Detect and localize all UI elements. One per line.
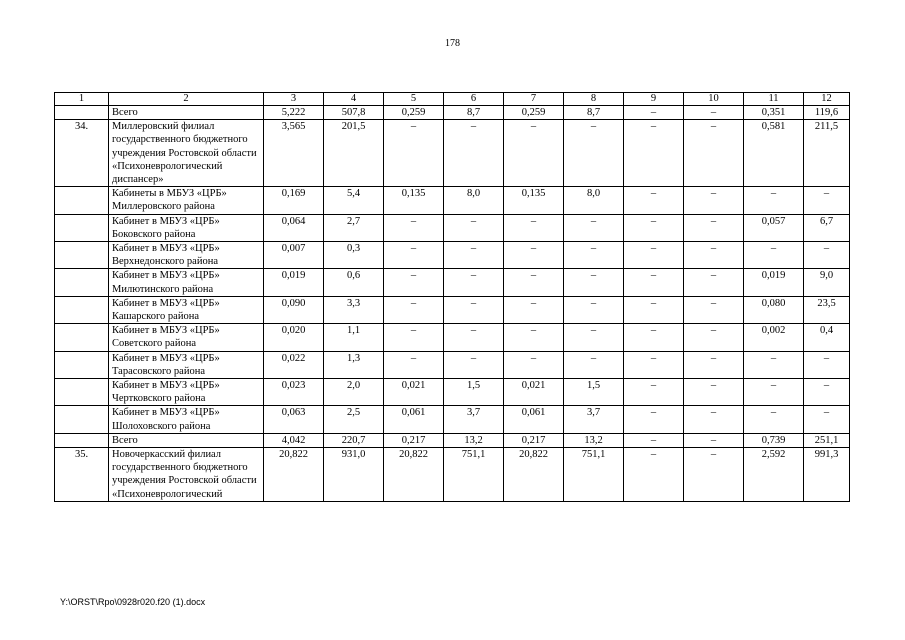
value-cell: –	[804, 379, 850, 406]
value-cell: –	[624, 433, 684, 447]
value-cell: 0,259	[504, 106, 564, 120]
name-cell: Кабинет в МБУЗ «ЦРБ» Чертковского района	[109, 379, 264, 406]
value-cell: –	[804, 187, 850, 214]
value-cell: –	[684, 242, 744, 269]
value-cell: –	[564, 214, 624, 241]
value-cell: –	[624, 324, 684, 351]
table-row	[55, 296, 850, 323]
row-number-cell: 35.	[55, 448, 109, 502]
value-cell: –	[624, 351, 684, 378]
value-cell: –	[684, 187, 744, 214]
value-cell: –	[504, 351, 564, 378]
value-cell: 4,042	[264, 433, 324, 447]
table-row	[55, 187, 850, 214]
value-cell: –	[744, 406, 804, 433]
value-cell: 991,3	[804, 448, 850, 502]
value-cell: 0,135	[504, 187, 564, 214]
value-cell: 1,3	[324, 351, 384, 378]
value-cell: –	[624, 242, 684, 269]
value-cell: –	[684, 379, 744, 406]
value-cell: 5,4	[324, 187, 384, 214]
value-cell: –	[684, 214, 744, 241]
value-cell: 0,351	[744, 106, 804, 120]
value-cell: 3,3	[324, 296, 384, 323]
value-cell: –	[564, 296, 624, 323]
name-cell: Всего	[109, 433, 264, 447]
value-cell: –	[684, 448, 744, 502]
value-cell: 8,7	[444, 106, 504, 120]
value-cell: 0,023	[264, 379, 324, 406]
row-number-cell	[55, 296, 109, 323]
value-cell: –	[804, 351, 850, 378]
name-cell: Кабинет в МБУЗ «ЦРБ» Милютинского района	[109, 269, 264, 296]
name-cell: Новочеркасский филиал государственного бюджетного учреждения Ростовской области «Психоневрологический	[109, 448, 264, 502]
column-header: 4	[324, 93, 384, 106]
value-cell: 3,565	[264, 120, 324, 187]
table-row	[55, 106, 850, 120]
value-cell: 1,5	[564, 379, 624, 406]
value-cell: –	[444, 214, 504, 241]
value-cell: –	[684, 324, 744, 351]
name-cell: Миллеровский филиал государственного бюджетного учреждения Ростовской области «Психоневрологический диспансер»	[109, 120, 264, 187]
table-row	[55, 351, 850, 378]
name-cell: Кабинет в МБУЗ «ЦРБ» Тарасовского района	[109, 351, 264, 378]
name-cell: Кабинет в МБУЗ «ЦРБ» Шолоховского района	[109, 406, 264, 433]
value-cell: –	[624, 379, 684, 406]
name-cell: Кабинет в МБУЗ «ЦРБ» Советского района	[109, 324, 264, 351]
value-cell: –	[624, 120, 684, 187]
value-cell: 0,217	[384, 433, 444, 447]
value-cell: –	[444, 324, 504, 351]
value-cell: 0,3	[324, 242, 384, 269]
value-cell: –	[804, 406, 850, 433]
value-cell: 0,002	[744, 324, 804, 351]
row-number-cell	[55, 324, 109, 351]
value-cell: 201,5	[324, 120, 384, 187]
value-cell: –	[624, 214, 684, 241]
value-cell: 0,061	[384, 406, 444, 433]
column-header: 6	[444, 93, 504, 106]
value-cell: 23,5	[804, 296, 850, 323]
value-cell: 0,019	[744, 269, 804, 296]
column-header: 9	[624, 93, 684, 106]
value-cell: –	[444, 296, 504, 323]
value-cell: 0,217	[504, 433, 564, 447]
value-cell: 0,021	[384, 379, 444, 406]
column-header: 3	[264, 93, 324, 106]
row-number-cell	[55, 214, 109, 241]
header-row	[55, 93, 850, 106]
value-cell: –	[444, 242, 504, 269]
value-cell: 3,7	[444, 406, 504, 433]
value-cell: –	[564, 242, 624, 269]
value-cell: –	[744, 379, 804, 406]
value-cell: 8,7	[564, 106, 624, 120]
value-cell: 0,022	[264, 351, 324, 378]
value-cell: –	[384, 269, 444, 296]
value-cell: –	[684, 296, 744, 323]
value-cell: 2,5	[324, 406, 384, 433]
value-cell: –	[384, 120, 444, 187]
table-row	[55, 324, 850, 351]
value-cell: 751,1	[444, 448, 504, 502]
table-row	[55, 448, 850, 502]
name-cell: Кабинет в МБУЗ «ЦРБ» Боковского района	[109, 214, 264, 241]
table-row	[55, 214, 850, 241]
value-cell: 13,2	[444, 433, 504, 447]
value-cell: 0,021	[504, 379, 564, 406]
value-cell: –	[744, 187, 804, 214]
value-cell: –	[564, 120, 624, 187]
value-cell: 0,019	[264, 269, 324, 296]
value-cell: 119,6	[804, 106, 850, 120]
value-cell: –	[624, 187, 684, 214]
value-cell: 0,057	[744, 214, 804, 241]
column-header: 5	[384, 93, 444, 106]
value-cell: 2,592	[744, 448, 804, 502]
value-cell: –	[744, 351, 804, 378]
row-number-cell	[55, 379, 109, 406]
value-cell: 0,080	[744, 296, 804, 323]
page-number: 178	[445, 38, 460, 49]
table-row	[55, 406, 850, 433]
value-cell: –	[384, 351, 444, 378]
column-header: 8	[564, 93, 624, 106]
value-cell: 20,822	[504, 448, 564, 502]
value-cell: 0,064	[264, 214, 324, 241]
value-cell: –	[444, 120, 504, 187]
name-cell: Кабинеты в МБУЗ «ЦРБ» Миллеровского района	[109, 187, 264, 214]
value-cell: –	[684, 433, 744, 447]
value-cell: 0,4	[804, 324, 850, 351]
value-cell: –	[504, 324, 564, 351]
value-cell: –	[444, 269, 504, 296]
row-number-cell	[55, 187, 109, 214]
value-cell: 0,090	[264, 296, 324, 323]
value-cell: –	[564, 269, 624, 296]
table-row	[55, 379, 850, 406]
value-cell: 5,222	[264, 106, 324, 120]
value-cell: 0,063	[264, 406, 324, 433]
value-cell: 0,581	[744, 120, 804, 187]
row-number-cell	[55, 242, 109, 269]
value-cell: –	[684, 269, 744, 296]
row-number-cell	[55, 406, 109, 433]
value-cell: 20,822	[264, 448, 324, 502]
value-cell: –	[504, 269, 564, 296]
value-cell: 220,7	[324, 433, 384, 447]
value-cell: 3,7	[564, 406, 624, 433]
table-row	[55, 120, 850, 187]
column-header: 7	[504, 93, 564, 106]
column-header: 1	[55, 93, 109, 106]
value-cell: 2,0	[324, 379, 384, 406]
value-cell: 0,020	[264, 324, 324, 351]
value-cell: 0,007	[264, 242, 324, 269]
value-cell: 8,0	[564, 187, 624, 214]
column-header: 10	[684, 93, 744, 106]
value-cell: 0,6	[324, 269, 384, 296]
value-cell: 13,2	[564, 433, 624, 447]
value-cell: 507,8	[324, 106, 384, 120]
table-row	[55, 269, 850, 296]
value-cell: –	[684, 351, 744, 378]
value-cell: 0,169	[264, 187, 324, 214]
value-cell: 0,135	[384, 187, 444, 214]
value-cell: 1,5	[444, 379, 504, 406]
table-row	[55, 242, 850, 269]
value-cell: –	[564, 324, 624, 351]
column-header: 11	[744, 93, 804, 106]
value-cell: –	[624, 106, 684, 120]
name-cell: Кабинет в МБУЗ «ЦРБ» Верхнедонского района	[109, 242, 264, 269]
value-cell: –	[504, 242, 564, 269]
value-cell: –	[684, 120, 744, 187]
value-cell: –	[624, 296, 684, 323]
value-cell: 0,259	[384, 106, 444, 120]
value-cell: 211,5	[804, 120, 850, 187]
data-table	[54, 92, 850, 502]
value-cell: –	[624, 269, 684, 296]
value-cell: –	[564, 351, 624, 378]
value-cell: 0,739	[744, 433, 804, 447]
value-cell: 931,0	[324, 448, 384, 502]
value-cell: –	[384, 296, 444, 323]
column-header: 12	[804, 93, 850, 106]
row-number-cell	[55, 433, 109, 447]
value-cell: 9,0	[804, 269, 850, 296]
table-row	[55, 433, 850, 447]
value-cell: 0,061	[504, 406, 564, 433]
value-cell: 2,7	[324, 214, 384, 241]
value-cell: 251,1	[804, 433, 850, 447]
value-cell: –	[504, 120, 564, 187]
value-cell: –	[804, 242, 850, 269]
value-cell: –	[684, 406, 744, 433]
value-cell: 6,7	[804, 214, 850, 241]
value-cell: –	[504, 296, 564, 323]
value-cell: –	[624, 406, 684, 433]
row-number-cell	[55, 106, 109, 120]
row-number-cell	[55, 269, 109, 296]
name-cell: Кабинет в МБУЗ «ЦРБ» Кашарского района	[109, 296, 264, 323]
row-number-cell	[55, 351, 109, 378]
column-header: 2	[109, 93, 264, 106]
value-cell: 20,822	[384, 448, 444, 502]
value-cell: 8,0	[444, 187, 504, 214]
value-cell: –	[384, 214, 444, 241]
value-cell: 751,1	[564, 448, 624, 502]
value-cell: –	[684, 106, 744, 120]
value-cell: –	[744, 242, 804, 269]
value-cell: 1,1	[324, 324, 384, 351]
value-cell: –	[384, 242, 444, 269]
file-path-footer: Y:\ORST\Rpo\0928r020.f20 (1).docx	[60, 597, 206, 607]
value-cell: –	[444, 351, 504, 378]
value-cell: –	[504, 214, 564, 241]
value-cell: –	[384, 324, 444, 351]
name-cell: Всего	[109, 106, 264, 120]
row-number-cell: 34.	[55, 120, 109, 187]
value-cell: –	[624, 448, 684, 502]
